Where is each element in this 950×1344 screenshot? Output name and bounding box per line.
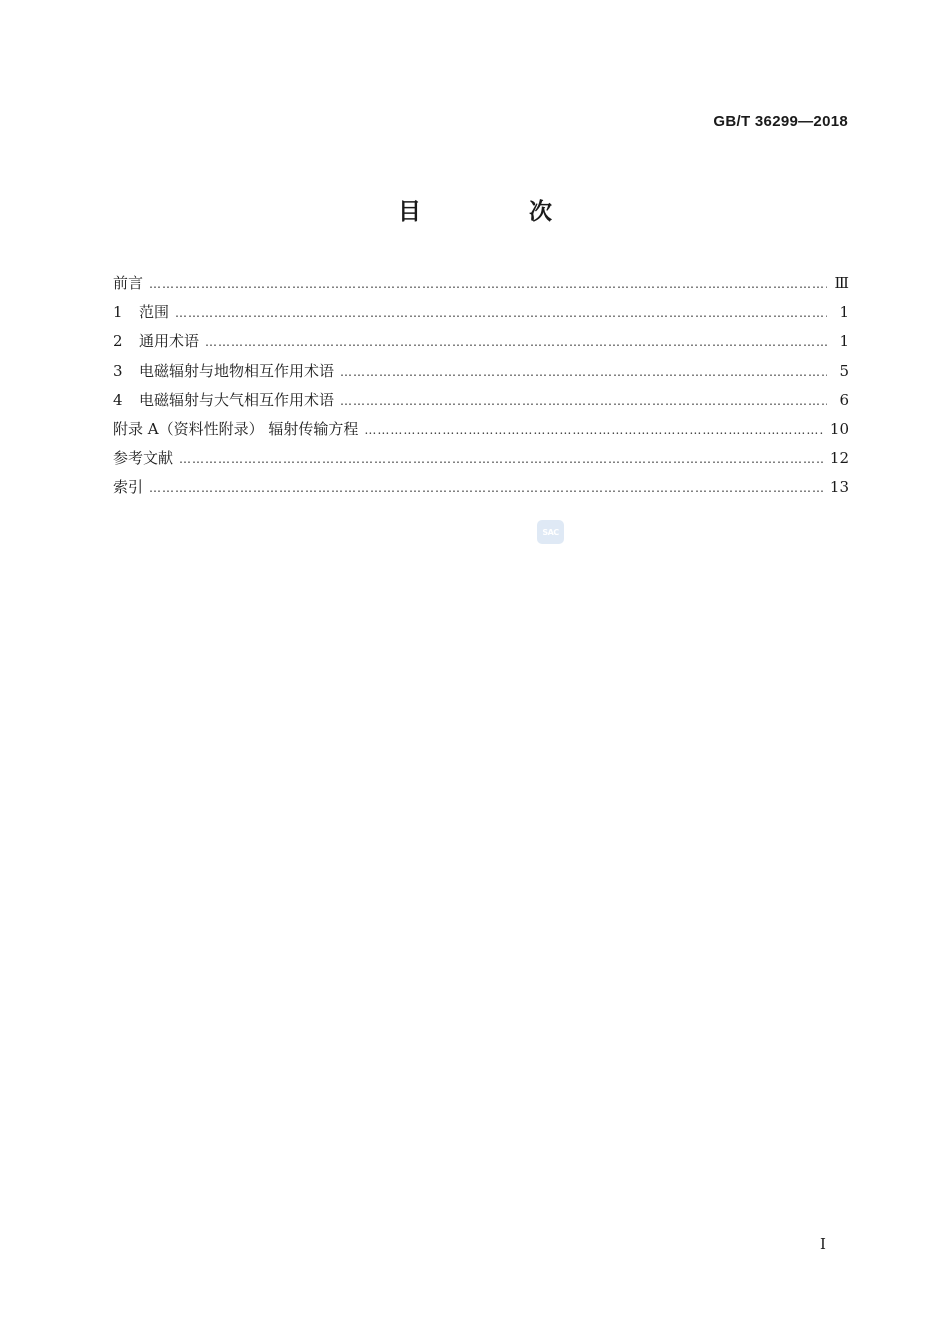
toc-entry-page: 13	[829, 478, 849, 497]
toc-entry-label: 前言	[113, 274, 144, 292]
sac-watermark-text: SAC	[542, 527, 559, 537]
toc-entry-number: 1	[113, 303, 123, 322]
toc-entry-label: 附录 A（资料性附录） 辐射传输方程	[113, 419, 359, 438]
standard-code: GB/T 36299—2018	[713, 113, 848, 130]
toc-entry-page: 6	[839, 390, 849, 409]
toc-entry-foreword[interactable]	[113, 272, 849, 301]
page-title: 目 次	[397, 199, 602, 225]
leader-dots	[175, 306, 827, 320]
toc-entry-general-terms[interactable]	[113, 330, 849, 359]
leader-dots	[149, 277, 827, 291]
toc-entry-page: Ⅲ	[834, 274, 849, 292]
leader-dots	[205, 335, 827, 349]
toc-entry-bibliography[interactable]	[113, 447, 849, 476]
leader-dots	[364, 423, 824, 437]
toc-entry-scope[interactable]	[113, 301, 849, 330]
toc-entry-label: 范围	[139, 303, 170, 322]
toc-entry-atmosphere-interaction[interactable]	[113, 389, 849, 418]
toc-entry-label: 参考文献	[113, 449, 174, 468]
toc-entry-label: 电磁辐射与大气相互作用术语	[139, 390, 335, 409]
leader-dots	[149, 481, 824, 495]
leader-dots	[340, 365, 827, 379]
leader-dots	[340, 394, 827, 408]
toc-entry-number: 3	[113, 361, 123, 380]
toc-entry-number: 2	[113, 332, 123, 351]
toc-entry-surface-interaction[interactable]	[113, 360, 849, 389]
toc-entry-index[interactable]	[113, 476, 849, 505]
toc-entry-label: 通用术语	[139, 332, 200, 351]
toc-entry-number: 4	[113, 390, 123, 409]
toc-entry-page: 1	[839, 303, 849, 322]
toc-entry-page: 1	[839, 332, 849, 351]
toc-entry-label: 电磁辐射与地物相互作用术语	[139, 361, 335, 380]
toc-entry-page: 10	[829, 419, 849, 438]
toc-entry-label: 索引	[113, 478, 144, 497]
table-of-contents	[113, 272, 849, 506]
page-number: I	[820, 1235, 826, 1253]
toc-entry-page: 12	[829, 449, 849, 468]
leader-dots	[179, 452, 824, 466]
sac-watermark-logo	[537, 520, 564, 544]
toc-entry-annex-a[interactable]	[113, 418, 849, 447]
toc-entry-page: 5	[839, 361, 849, 380]
